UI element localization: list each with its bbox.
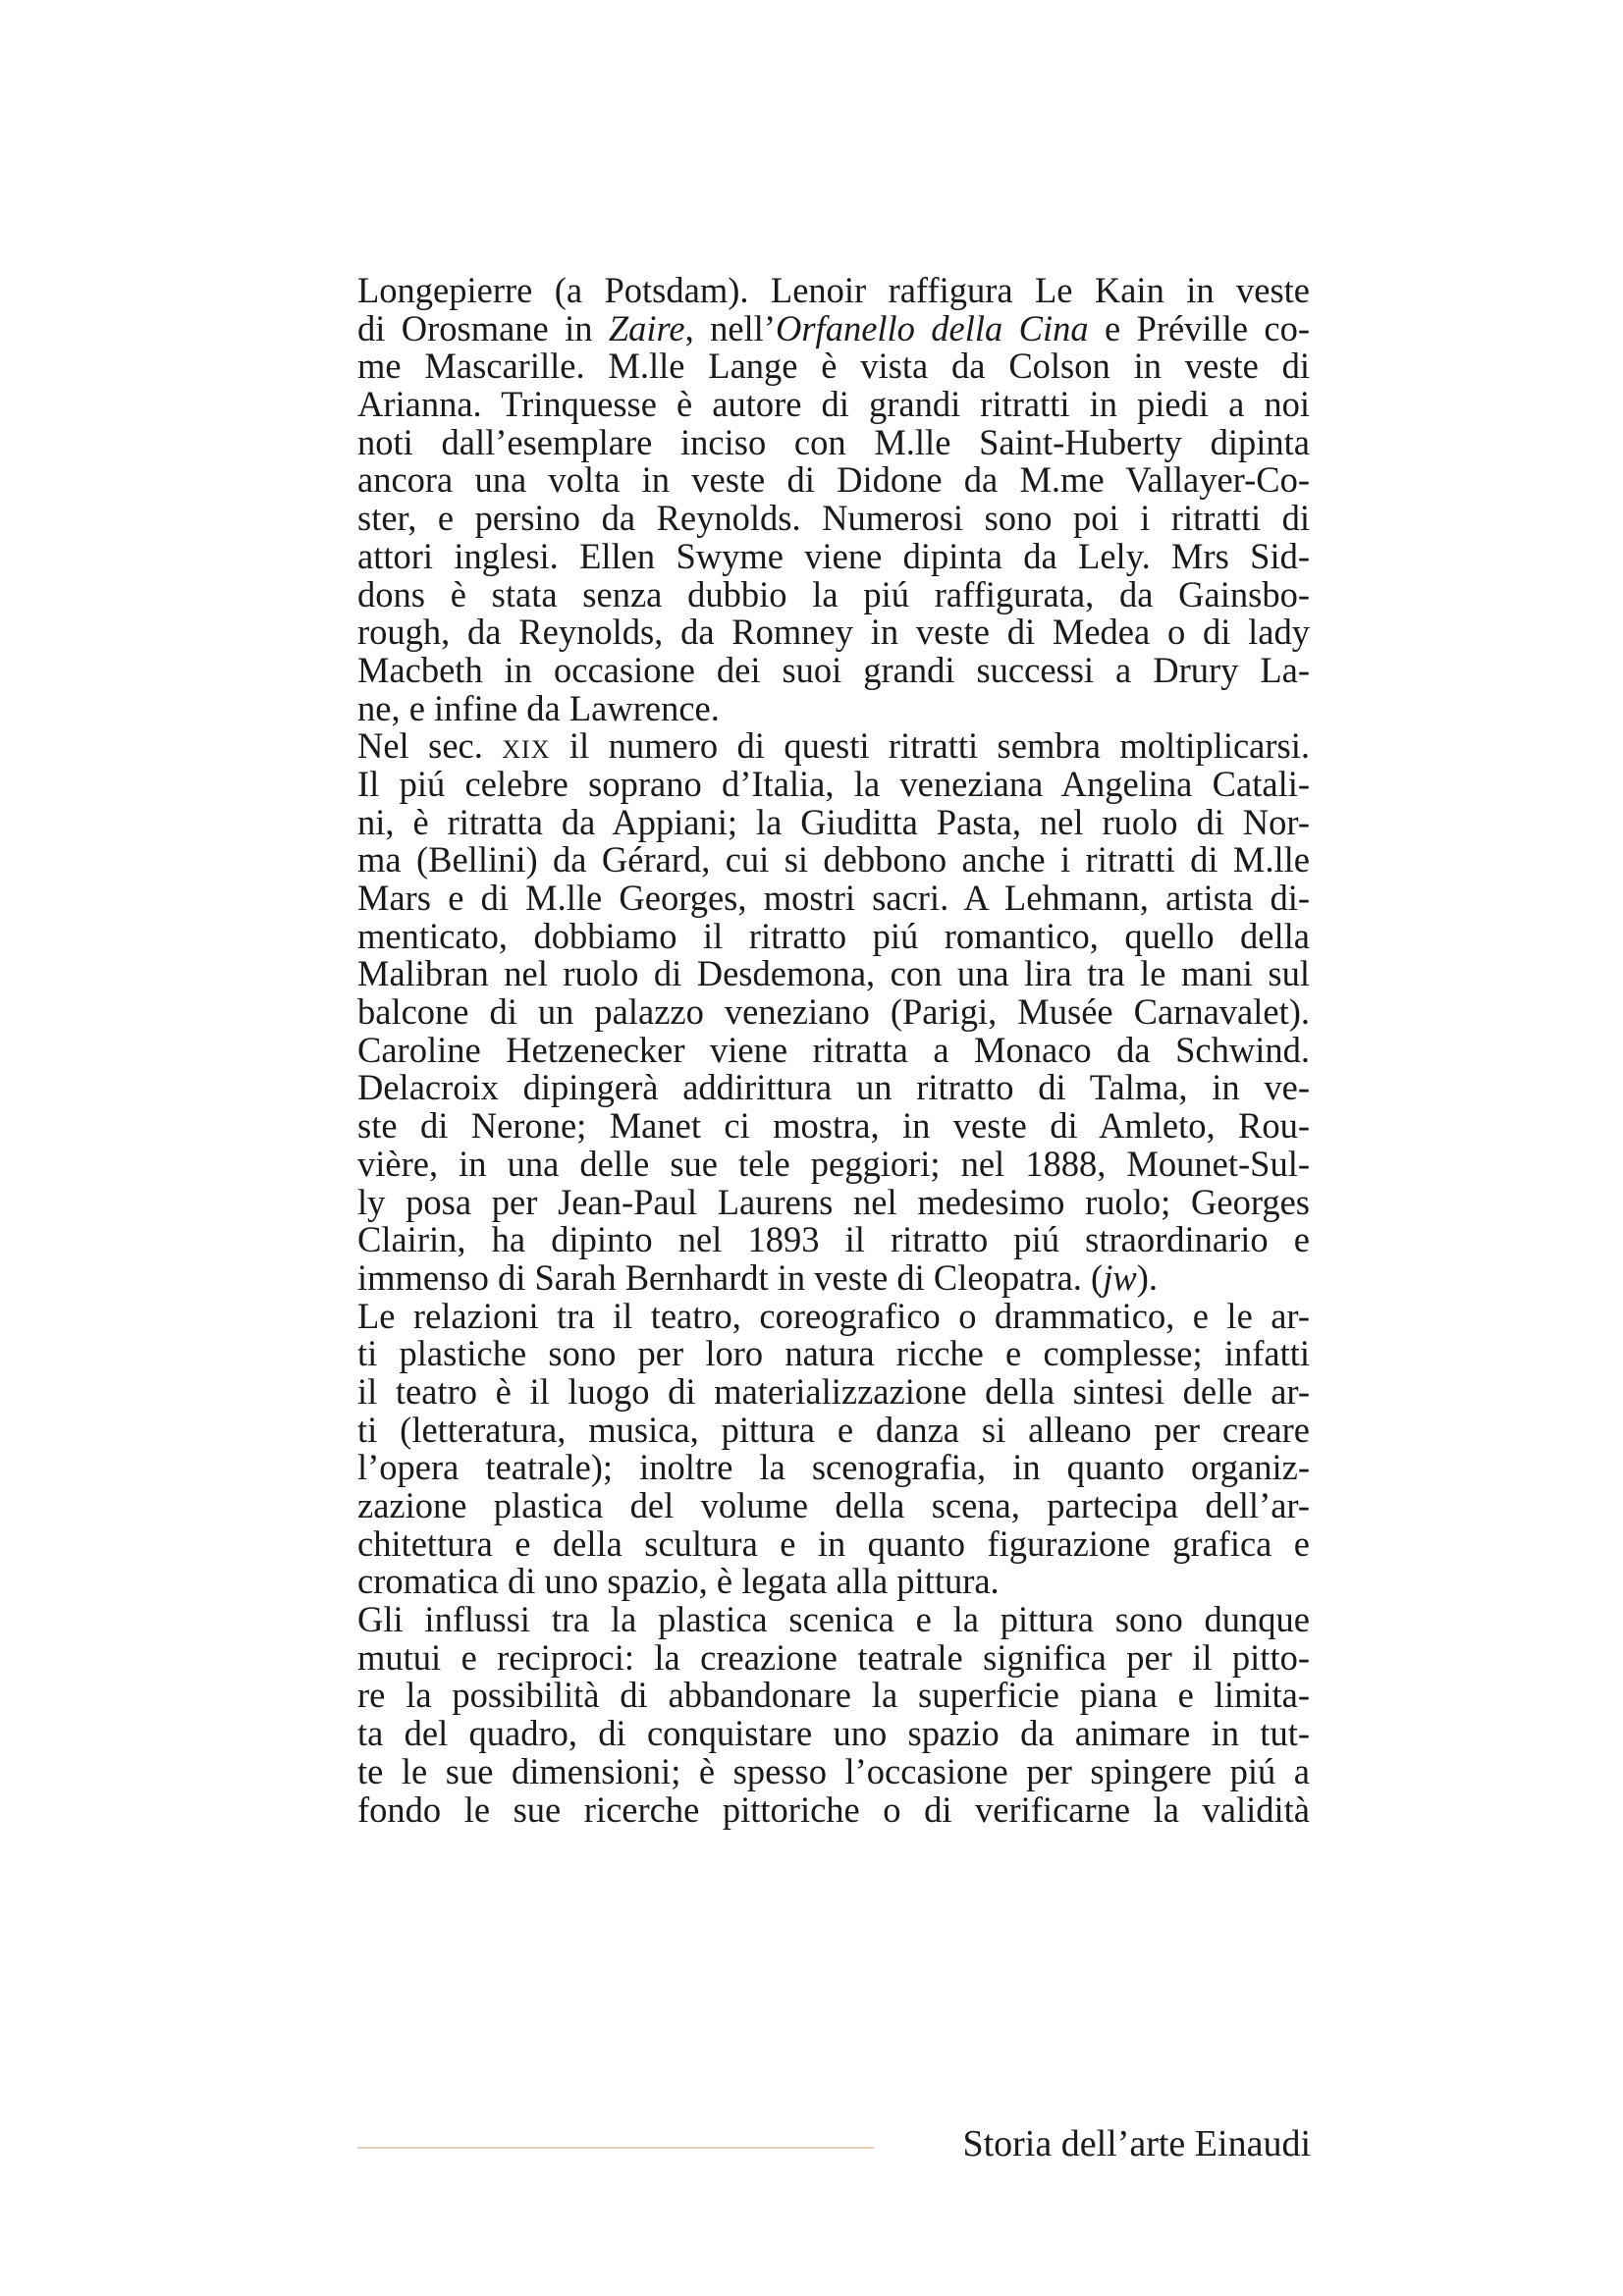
text-line <box>357 1636 1310 1678</box>
paragraph <box>357 272 1310 727</box>
text-run: noti dall’esemplare inciso con M.lle Saint-Huberty dipinta <box>357 421 1310 462</box>
text-run: menticato, dobbiamo il ritratto piú romantico, quello della <box>357 915 1310 956</box>
paragraph <box>357 1295 1310 1602</box>
text-run: ni, è ritratta da Appiani; la Giuditta Pasta, nel ruolo di Nor- <box>357 801 1310 842</box>
text-run: Arianna. Trinquesse è autore di grandi ritratti in piedi a noi <box>357 384 1310 425</box>
text-line <box>357 307 1311 348</box>
text-run: zazione plastica del volume della scena, partecipa dell’ar- <box>357 1485 1310 1525</box>
text-line <box>357 1335 1310 1373</box>
text-line <box>357 1295 1310 1336</box>
text-run: il numero di questi ritratti sembra moltiplicarsi. <box>550 725 1310 767</box>
text-line <box>357 1487 1310 1525</box>
text-line <box>357 1029 1310 1070</box>
text-line <box>357 573 1310 614</box>
text-line <box>357 1677 1310 1715</box>
text-line <box>357 801 1310 842</box>
text-run: balcone di un palazzo veneziano (Parigi, Musée Carnavalet). <box>357 991 1310 1033</box>
text-run: cromatica di uno spazio, è legata alla pittura. <box>357 1561 1000 1602</box>
text-run: Il piú celebre soprano d’Italia, la veneziana Angelina Catali- <box>357 763 1310 804</box>
text-line <box>357 421 1310 462</box>
text-line <box>357 1563 1310 1601</box>
running-footer-title: Storia dell’arte Einaudi <box>962 2123 1311 2164</box>
text-run: re la possibilità di abbandonare la superficie piana e limita- <box>357 1675 1310 1716</box>
text-line <box>357 1791 1310 1830</box>
small-caps-run: xix <box>502 725 551 767</box>
text-line <box>357 1181 1310 1222</box>
text-line <box>357 1750 1310 1791</box>
text-run: e Préville co- <box>1088 307 1311 348</box>
text-run: Gli influssi tra la plastica scenica e la pittura sono dunque <box>357 1599 1310 1640</box>
text-line <box>357 687 1310 728</box>
text-line <box>357 1370 1310 1412</box>
text-run: , nell’ <box>684 307 776 348</box>
text-run: ster, e persino da Reynolds. Numerosi sono poi i ritratti di <box>357 498 1310 539</box>
text-line <box>357 535 1310 576</box>
italic-run: Orfanello della Cina <box>775 307 1089 348</box>
text-run: vière, in una delle sue tele peggiori; nel 1888, Mounet-Sul- <box>357 1143 1310 1184</box>
text-run: rough, da Reynolds, da Romney in veste di Medea o di lady <box>357 612 1310 653</box>
text-line <box>357 614 1310 652</box>
text-run: ). <box>1136 1256 1158 1298</box>
text-run: chitettura e della scultura e in quanto figurazione grafica e <box>357 1522 1310 1564</box>
text-run: l’opera teatrale); inoltre la scenografia, in quanto organiz- <box>357 1447 1310 1488</box>
text-run: Caroline Hetzenecker viene ritratta a Monaco da Schwind. <box>357 1029 1310 1070</box>
text-line <box>357 1715 1310 1753</box>
text-run: ancora una volta in veste di Didone da M.me Vallayer-Co- <box>357 459 1310 501</box>
body-text <box>357 272 1310 1829</box>
text-run: Mars e di M.lle Georges, mostri sacri. A Lehmann, artista di- <box>357 878 1310 918</box>
text-run: me Mascarille. M.lle Lange è vista da Colson in veste di <box>357 346 1310 387</box>
text-line <box>357 955 1310 993</box>
text-line <box>357 347 1310 386</box>
text-line <box>357 1107 1310 1146</box>
text-line <box>357 841 1310 880</box>
text-line <box>357 1522 1310 1564</box>
text-run: attori inglesi. Ellen Swyme viene dipinta da Lely. Mrs Sid- <box>357 535 1310 576</box>
text-line <box>357 727 1310 766</box>
text-run: mutui e reciproci: la creazione teatrale significa per il pitto- <box>357 1636 1310 1678</box>
text-line <box>357 1221 1310 1259</box>
text-run: ne, e infine da Lawrence. <box>357 687 720 728</box>
text-line <box>357 386 1310 424</box>
text-line <box>357 1409 1310 1450</box>
text-run: Malibran nel ruolo di Desdemona, con una lira tra le mani sul <box>357 953 1310 994</box>
text-run: ta del quadro, di conquistare uno spazio da animare in tut- <box>357 1713 1310 1754</box>
text-run: fondo le sue ricerche pittoriche o di verificarne la validità <box>357 1789 1310 1830</box>
text-line <box>357 1069 1310 1107</box>
text-line <box>357 649 1310 690</box>
text-line <box>357 993 1310 1032</box>
text-line <box>357 461 1310 500</box>
text-line <box>357 500 1310 538</box>
text-run: di Orosmane in <box>357 307 609 348</box>
text-run: Macbeth in occasione dei suoi grandi successi a Drury La- <box>357 649 1310 690</box>
text-run: Clairin, ha dipinto nel 1893 il ritratto piú straordinario e <box>357 1219 1310 1260</box>
text-run: Nel sec. <box>357 725 503 767</box>
text-run: Delacroix dipingerà addirittura un ritratto di Talma, in ve- <box>357 1067 1310 1108</box>
text-run: ma (Bellini) da Gérard, cui si debbono anche i ritratti di M.lle <box>357 839 1310 881</box>
text-line <box>357 1449 1310 1487</box>
text-run: Le relazioni tra il teatro, coreografico o drammatico, e le ar- <box>357 1295 1310 1336</box>
text-line <box>357 880 1310 918</box>
text-run: Longepierre (a Potsdam). Lenoir raffigura Le Kain in veste <box>357 270 1310 310</box>
text-run: ste di Nerone; Manet ci mostra, in veste di Amleto, Rou- <box>357 1105 1310 1147</box>
text-line <box>357 763 1310 804</box>
footer-rule <box>357 2147 874 2149</box>
text-run: te le sue dimensioni; è spesso l’occasione per spingere piú a <box>357 1750 1310 1791</box>
italic-run: jw <box>1103 1256 1137 1298</box>
text-run: ti plastiche sono per loro natura ricche e complesse; infatti <box>357 1333 1310 1374</box>
paragraph <box>357 1601 1310 1829</box>
text-line <box>357 1256 1310 1298</box>
text-run: il teatro è il luogo di materializzazione della sintesi delle ar- <box>357 1370 1310 1412</box>
text-line <box>357 272 1310 310</box>
text-run: immenso di Sarah Bernhardt in veste di Cleopatra. ( <box>357 1256 1104 1298</box>
text-run: ly posa per Jean-Paul Laurens nel medesimo ruolo; Georges <box>357 1181 1310 1222</box>
paragraph <box>357 727 1310 1297</box>
text-run: dons è stata senza dubbio la piú raffigurata, da Gainsbo- <box>357 573 1310 614</box>
text-line <box>357 1601 1310 1639</box>
text-line <box>357 915 1310 956</box>
text-run: ti (letteratura, musica, pittura e danza si alleano per creare <box>357 1409 1310 1450</box>
text-line <box>357 1143 1310 1184</box>
italic-run: Zaire <box>608 307 685 348</box>
